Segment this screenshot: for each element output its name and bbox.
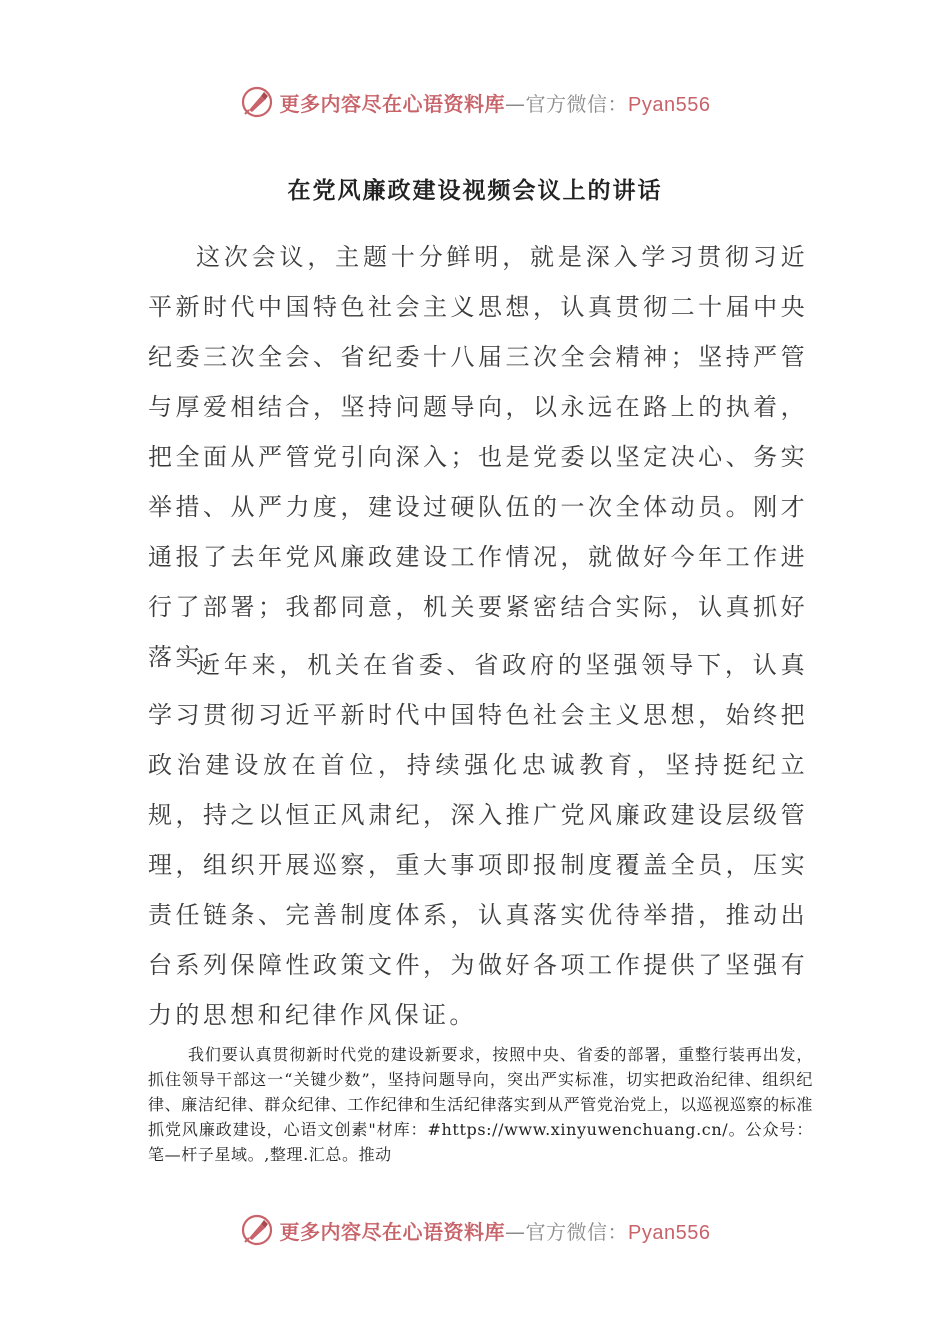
footer-banner[interactable]: [0, 1210, 950, 1250]
document-title: 在党风廉政建设视频会议上的讲话: [287, 177, 663, 204]
header-banner-wechat-label: 官方微信：: [525, 91, 629, 116]
paragraph-2: 近年来，机关在省委、省政府的坚强领导下，认真学习贯彻习近平新时代中国特色社会主义思想，始终把政治建设放在首位，持续强化忠诚教育，坚持挺纪立规，持之以恒正风肃纪，深入推广党风廉政建设层级管理，组织开展巡察，重大事项即报制度覆盖全员，压实责任链条、完善制度体系，认真落实优待举措，推动出台系列保障性政策文件，为做好各项工作提供了坚强有力的思想和纪律作风保证。: [148, 651, 808, 1029]
header-banner-main: 更多内容尽在心语资料库: [279, 91, 506, 116]
footer-banner-dash: —: [505, 1219, 526, 1244]
footer-banner-wechat-id: Pyan556: [628, 1221, 711, 1244]
paragraph-3: 我们要认真贯彻新时代党的建设新要求，按照中央、省委的部署，重整行装再出发，抓住领导干部这一“关键少数”，坚持问题导向，突出严实标准，切实把政治纪律、组织纪律、廉洁纪律、群众纪律、工作纪律和生活纪律落实到从严管党治党上，以巡视巡察的标准抓党风廉政建设，心语文创素"材库：#https://www.xinyuwenchuang.cn/。公众号：笔—杆子星域。,整理.汇总。推动: [148, 1045, 813, 1164]
header-banner-wechat-id: Pyan556: [628, 93, 711, 116]
header-banner[interactable]: [0, 82, 950, 122]
footer-banner-text: [280, 1216, 711, 1245]
pen-nib-logo-icon: [240, 1213, 274, 1247]
header-banner-text: [280, 88, 711, 117]
pen-nib-logo-icon: [240, 85, 274, 119]
footer-banner-main: 更多内容尽在心语资料库: [279, 1219, 506, 1244]
paragraph-1: 这次会议，主题十分鲜明，就是深入学习贯彻习近平新时代中国特色社会主义思想，认真贯彻二十届中央纪委三次全会、省纪委十八届三次全会精神；坚持严管与厚爱相结合，坚持问题导向，以永远在路上的执着，把全面从严管党引向深入；也是党委以坚定决心、务实举措、从严力度，建设过硬队伍的一次全体动员。刚才通报了去年党风廉政建设工作情况，就做好今年工作进行了部署；我都同意，机关要紧密结合实际，认真抓好落实。: [148, 243, 808, 671]
footer-banner-wechat-label: 官方微信：: [525, 1219, 629, 1244]
header-banner-dash: —: [505, 91, 526, 116]
